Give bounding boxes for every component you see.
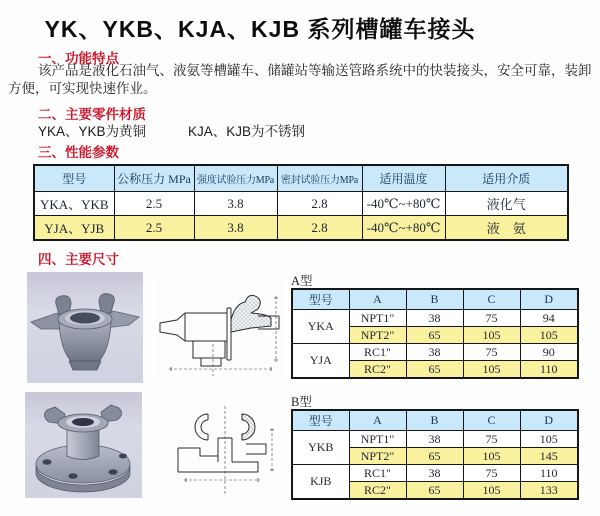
perf-header-temperature: 适用温度: [362, 165, 445, 192]
cell-b: 65: [406, 327, 463, 344]
cell-temperature: -40℃~+80℃: [362, 216, 445, 241]
cell-model: YJA: [292, 344, 349, 379]
cell-thread: NPT1": [349, 431, 406, 448]
cell-thread: NPT2": [349, 448, 406, 465]
cell-d: 94: [520, 310, 578, 327]
cell-d: 105: [520, 327, 578, 344]
cell-c: 105: [463, 448, 520, 465]
cell-thread: NPT1": [349, 310, 406, 327]
cell-d: 110: [520, 361, 578, 379]
dim-header-b: B: [406, 410, 463, 431]
section-heading-performance: 三、性能参数: [38, 145, 119, 160]
materials-line: [38, 120, 305, 140]
dim-b-row: [292, 465, 578, 482]
dim-header-model: 型号: [292, 289, 349, 310]
performance-header-row: [34, 165, 568, 192]
cell-c: 75: [463, 465, 520, 482]
coupling-drawing-a: [155, 280, 285, 380]
dim-table-a-label: A型: [291, 274, 313, 288]
materials-brass: YKA、YKB为黄铜: [38, 124, 147, 139]
cell-model: YKA、YKB: [34, 192, 114, 216]
feature-paragraph: 该产品是液化石油气、液氨等槽罐车、储罐站等输送管路系统中的快装接头，安全可靠，装卸方便，可实现快速作业。: [8, 63, 592, 96]
perf-header-medium: 适用介质: [445, 165, 568, 192]
dim-table-b-label: B型: [291, 395, 312, 409]
dim-a-row: [292, 310, 578, 327]
cell-c: 75: [463, 344, 520, 361]
cell-model: KJB: [292, 465, 349, 500]
cell-c: 105: [463, 361, 520, 379]
dim-header-a: A: [349, 410, 406, 431]
cell-strength: 3.8: [194, 216, 277, 241]
cell-thread: RC1": [349, 465, 406, 482]
cell-c: 75: [463, 431, 520, 448]
dim-a-row: [292, 344, 578, 361]
section-heading-dimensions: 四、主要尺寸: [38, 252, 119, 267]
perf-header-nominal-pressure: 公称压力 MPa: [114, 165, 194, 192]
performance-row-yja: [34, 216, 568, 241]
perf-header-model: 型号: [34, 165, 114, 192]
cell-thread: NPT2": [349, 327, 406, 344]
performance-row-yka: [34, 192, 568, 216]
cell-b: 38: [406, 344, 463, 361]
cell-d: 110: [520, 465, 578, 482]
cell-c: 105: [463, 327, 520, 344]
cell-c: 75: [463, 310, 520, 327]
dim-b-header-row: [292, 410, 578, 431]
cell-d: 145: [520, 448, 578, 465]
dim-header-model: 型号: [292, 410, 349, 431]
coupling-photo-b: [25, 392, 142, 498]
perf-header-strength-test: 强度试验压力MPa: [194, 165, 277, 192]
coupling-photo-a: [27, 272, 143, 383]
cell-nominal: 2.5: [114, 192, 194, 216]
dim-header-d: D: [520, 289, 578, 310]
section-heading-features: 一、功能特点: [38, 51, 119, 66]
cell-b: 65: [406, 361, 463, 379]
cell-medium: 液 氨: [445, 216, 568, 241]
cell-thread: RC1": [349, 344, 406, 361]
dim-header-c: C: [463, 410, 520, 431]
cell-d: 90: [520, 344, 578, 361]
cell-b: 65: [406, 482, 463, 500]
materials-stainless: KJA、KJB为不锈钢: [188, 124, 306, 139]
dim-b-row: [292, 431, 578, 448]
dim-header-d: D: [520, 410, 578, 431]
cell-b: 65: [406, 448, 463, 465]
cell-strength: 3.8: [194, 192, 277, 216]
cell-thread: RC2": [349, 482, 406, 500]
dimension-table-a: [291, 288, 579, 379]
dim-header-c: C: [463, 289, 520, 310]
cell-temperature: -40℃~+80℃: [362, 192, 445, 216]
cell-c: 105: [463, 482, 520, 500]
perf-header-seal-test: 密封试验压力MPa: [277, 165, 362, 192]
section-heading-materials: 二、主要零件材质: [38, 107, 146, 122]
cell-model: YJA、YJB: [34, 216, 114, 241]
cell-b: 38: [406, 310, 463, 327]
cell-medium: 液化气: [445, 192, 568, 216]
cell-seal: 2.8: [277, 192, 362, 216]
cell-model: YKB: [292, 431, 349, 465]
cell-model: YKA: [292, 310, 349, 344]
cell-b: 38: [406, 465, 463, 482]
dimension-table-b: [291, 409, 579, 500]
cell-d: 105: [520, 431, 578, 448]
page-title: YK、YKB、KJA、KJB 系列槽罐车接头: [44, 16, 476, 42]
performance-table: [33, 164, 569, 241]
dim-header-a: A: [349, 289, 406, 310]
cell-b: 38: [406, 431, 463, 448]
cell-thread: RC2": [349, 361, 406, 379]
dim-a-header-row: [292, 289, 578, 310]
cell-nominal: 2.5: [114, 216, 194, 241]
coupling-drawing-b: [160, 400, 290, 500]
cell-seal: 2.8: [277, 216, 362, 241]
dim-header-b: B: [406, 289, 463, 310]
cell-d: 133: [520, 482, 578, 500]
